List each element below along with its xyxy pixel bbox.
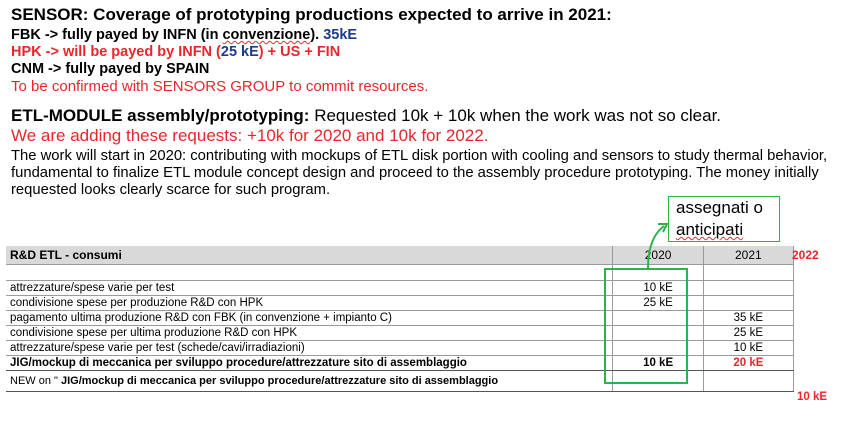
etl-paragraph: The work will start in 2020: contributing with mockups of ETL disk portion with cooling and sensors to study thermal behavior, fundamental to finalize ETL module concept design and proceed to the assembly procedure prototyping. The money initially requested looks clearly scarce for such program. [11,148,828,198]
header-2020: 2020 [613,246,703,265]
sensor-note: To be confirmed with SENSORS GROUP to commit resources. [11,78,429,95]
header-2021: 2021 [703,246,793,265]
new-2022-value: 10 kE [797,391,828,403]
cnm-line: CNM -> fully payed by SPAIN [11,61,210,77]
row-desc: condivisione spese per produzione R&D con HPK [6,296,613,311]
row-2021: 25 kE [703,326,793,341]
row-2020: 25 kE [613,296,703,311]
jig-desc: JIG/mockup di meccanica per sviluppo procedure/attrezzature sito di assemblaggio [6,356,613,371]
row-desc: condivisione spese per ultima produzione R&D con HPK [6,326,613,341]
row-2020: 10 kE [613,281,703,296]
hpk-rest: ) + US + FIN [258,44,341,60]
fbk-text: FBK -> fully payed by INFN (in [11,27,223,43]
sensor-title: SENSOR: Coverage of prototyping productions expected to arrive in 2021: [11,5,612,24]
hpk-amount: 25 kE [220,44,259,60]
row-desc: pagamento ultima produzione R&D con FBK (in convenzione + impianto C) [6,311,613,326]
etl-title-bold: ETL-MODULE assembly/prototyping: [11,106,310,125]
fbk-close: ). [310,27,320,43]
annotation-line-1: assegnati o [676,198,763,217]
row-desc: attrezzature/spese varie per test [6,281,613,296]
row-desc: attrezzature/spese varie per test (schede/cavi/irradiazioni) [6,341,613,356]
row-2021: 10 kE [703,341,793,356]
fbk-amount: 35kE [319,27,358,43]
etl-title-rest: Requested 10k + 10k when the work was not so clear. [309,106,722,125]
jig-2020: 10 kE [613,356,703,371]
annotation-note [668,196,780,242]
new-prefix: NEW on " [10,375,61,387]
hpk-text: HPK -> will be payed by INFN ( [11,44,221,60]
fbk-convenzione: convenzione [222,27,311,43]
etl-additional-requests: We are adding these requests: +10k for 2020 and 10k for 2022. [11,126,489,145]
table-title: R&D ETL - consumi [6,246,613,265]
jig-2021: 20 kE [703,356,793,371]
header-2022: 2022 [792,248,819,262]
new-desc-bold: JIG/mockup di meccanica per sviluppo procedure/attrezzature sito di assemblaggio [60,375,499,387]
annotation-line-2: anticipati [676,220,744,239]
row-2021: 35 kE [703,311,793,326]
